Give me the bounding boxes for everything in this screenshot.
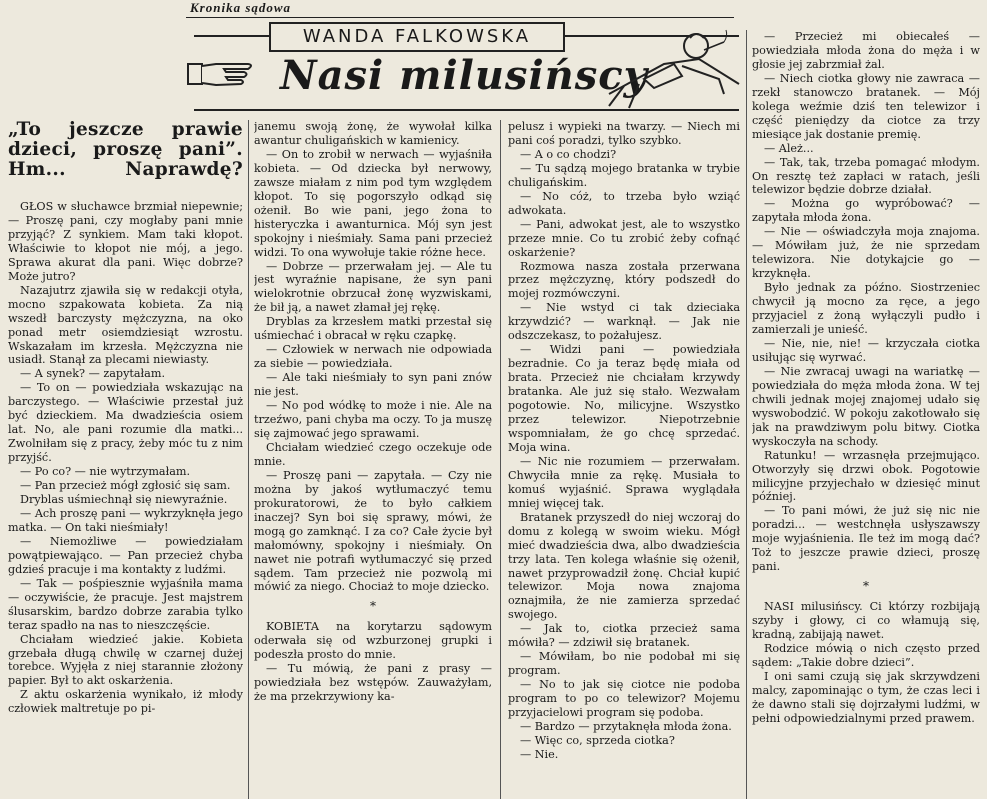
paragraph: — On to zrobił w nerwach — wyjaśniła kobieta. — Od dziecka był nerwowy, zawsze miałam z nim pod tym względem kłopot. To się pogorszyło odkąd się ożenił. Bo wie pani, jego żona to histeryczka i awanturnica. Mój syn jest spokojny i nieśmiały. Sama pani przecież widzi. To ona wywołuje takie różne hece.: [254, 147, 492, 259]
paragraph: — Nic nie rozumiem — przerwałam. Chwyciła mnie za rękę. Musiała to komuś wyjaśnić. Sprawa wyglądała mniej więcej tak.: [508, 454, 740, 510]
paragraph: Chciałam wiedzieć czego oczekuje ode mnie.: [254, 440, 492, 468]
paragraph: Było jednak za późno. Siostrzeniec chwycił ją mocno za ręce, a jego przyjaciel z żoną wyłączyli pudło i zamierzali je unieść.: [752, 281, 980, 337]
paragraph: — No to jak się ciotce nie podoba program to po co telewizor? Mojemu przyjacielowi program się podoba.: [508, 678, 740, 720]
paragraph: Rodzice mówią o nich często przed sądem: „Takie dobre dzieci”.: [752, 641, 980, 669]
paragraph: — To pani mówi, że już się nic nie poradzi... — westchnęła usłyszawszy moje wyjaśnienia. Ile też im mogą dać? Toż to jeszcze prawie dzieci, proszę pani.: [752, 504, 980, 574]
paragraph: Nazajutrz zjawiła się w redakcji otyła, mocno szpakowata kobieta. Za nią wszedł barczysty mężczyzna, na oko ponad metr osiemdziesiąt wzrostu. Wskazałam im krzesła. Mężczyzna nie usiadł. Stanął za plecami niewiasty.: [8, 283, 243, 367]
paragraph: — No pod wódkę to może i nie. Ale na trzeźwo, pani chyba ma oczy. To ja muszę się zajmować jego sprawami.: [254, 399, 492, 440]
paragraph: — Więc co, sprzeda ciotka?: [520, 733, 675, 747]
paragraph: Z aktu oskarżenia wynikało, iż młody człowiek maltretuje po pi-: [8, 688, 243, 716]
paragraph: — Tak, tak, trzeba pomagać młodym. On resztę też zapłaci w ratach, jeśli telewizor będzie dobrze działał.: [752, 155, 980, 197]
paragraph: — Mówiłam, bo nie podobał mi się program.: [508, 650, 740, 678]
paragraph: pelusz i wypieki na twarzy. — Niech mi pani coś poradzi, tylko szybko.: [508, 120, 740, 147]
paragraph: — Dobrze — przerwałam jej. — Ale tu jest wyraźnie napisane, że syn pani wielokrotnie obrzucał żonę wyzwiskami, że bił ją, a nawet złamał jej rękę.: [254, 259, 492, 315]
section-kicker: Kronika sądowa: [190, 0, 292, 15]
paragraph: GŁOS w słuchawce brzmiał niepewnie; — Proszę pani, czy mogłaby pani mnie przyjąć? Z synkiem. Mam taki kłopot. Właściwie to kłopot nie mój, a jego. Sprawa akurat dla pani. Więc dobrze? Może jutro?: [8, 200, 243, 283]
paragraph: — Tu mówią, że pani z prasy — powiedziała bez wstępów. Zauważyłam, że ma przekrzywiony ka-: [254, 662, 492, 704]
paragraph: — Tak — pośpiesznie wyjaśniła mama — oczywiście, że pracuje. Jest majstrem ślusarskim, bardzo dobrze zarabia tylko teraz spadło na nas to nieszczęście.: [8, 576, 243, 632]
column-rule: [746, 30, 747, 799]
paragraph: — Ach proszę pani — wykrzyknęła jego matka. — On taki nieśmiały!: [8, 506, 243, 534]
paragraph: — Ale taki nieśmiały to syn pani znów nie jest.: [254, 371, 492, 399]
column-2: [254, 120, 492, 799]
article-subheading: „To jeszcze prawie dzieci, proszę pani”. Hm... Naprawdę?: [8, 120, 243, 180]
section-divider-star: *: [370, 599, 376, 614]
article-header: [186, 22, 746, 120]
paragraph: — Proszę pani — zapytała. — Czy nie można by jakoś wytłumaczyć temu prokuratorowi, że to było całkiem inaczej? Syn boi się sprawy, mówi, że mogą go zamknąć. I za co? Całe życie był małomówny, spokojny i nieśmiały. On nawet nie potrafi wytłumaczyć się przed sądem. Tam przecież nie pozwolą mi mówić za niego. Chociaż to moje dziecko.: [254, 468, 492, 594]
paragraph: — Pan przecież mógł zgłosić się sam.: [20, 479, 231, 493]
column-4: [752, 30, 980, 799]
paragraph: — Bardzo — przytaknęła młoda żona.: [520, 719, 732, 733]
kicker-rule: [186, 17, 734, 18]
paragraph: — Przecież mi obiecałeś — powiedziała młoda żona do męża i w głosie jej zabrzmiał żal.: [752, 30, 980, 71]
paragraph: Ratunku! — wrzasnęła przejmująco. Otworzyły się drzwi obok. Pogotowie milicyjne przyjechało w dziesięć minut później.: [752, 448, 980, 504]
paragraph: — Niech ciotka głowy nie zawraca — rzekł stanowczo bratanek. — Mój kolega weźmie dziś ten telewizor i część pieniędzy da ciotce za trzy miesiące jak dostanie premię.: [752, 71, 980, 141]
column-3: [508, 120, 740, 799]
paragraph: — Nie.: [520, 747, 559, 761]
paragraph: — Tu sądzą mojego bratanka w trybie chuligańskim.: [508, 161, 740, 189]
paragraph: janemu swoją żonę, że wywołał kilka awantur chuligańskich w kamienicy.: [254, 120, 492, 147]
paragraph: — A o co chodzi?: [520, 147, 617, 161]
column-rule: [500, 120, 501, 799]
lounging-man-illustration: [604, 24, 744, 114]
paragraph: NASI milusińscy. Ci którzy rozbijają szyby i głowy, ci co włamują się, kradną, zabijają nawet.: [752, 600, 980, 642]
paragraph: — Ależ...: [764, 141, 814, 155]
paragraph: Dryblas uśmiechnął się niewyraźnie.: [20, 493, 228, 507]
paragraph: — Pani, adwokat jest, ale to wszystko przeze mnie. Co tu zrobić żeby cofnąć oskarżenie?: [508, 217, 740, 259]
paragraph: — Nie, nie, nie! — krzyczała ciotka usiłując się wyrwać.: [752, 336, 980, 364]
paragraph: Dryblas za krzesłem matki przestał się uśmiechać i obracał w ręku czapkę.: [254, 315, 492, 343]
paragraph: — Człowiek w nerwach nie odpowiada za siebie — powiedziała.: [254, 343, 492, 371]
paragraph: — Nie — oświadczyła moja znajoma. — Mówiłam już, że nie sprzedam telewizora. Nie dotykajcie go — krzyknęła.: [752, 225, 980, 281]
paragraph: — To on — powiedziała wskazując na barczystego. — Właściwie przestał już być dzieckiem. Ma dwadzieścia osiem lat. No, ale pani rozumie dla matki... Zwolniłam się z pracy, żeby móc tu z nim przyjść.: [8, 381, 243, 465]
paragraph: — Można go wypróbować? — zapytała młoda żona.: [752, 197, 980, 225]
paragraph: Rozmowa nasza została przerwana przez mężczyznę, który podszedł do mojej rozmówczyni.: [508, 259, 740, 301]
paragraph: — Nie zwracaj uwagi na wariatkę — powiedziała do męża młoda żona. W tej chwili jednak mojej znajomej udało się wyswobodzić. W pokoju zakotłowało się jak na prawdziwym polu bitwy. Ciotka wyskoczyła na schody.: [752, 364, 980, 448]
paragraph: I oni sami czują się jak skrzywdzeni malcy, zapominając o tym, że czas leci i że dawno stali się dojrzałymi ludźmi, w pełni odpowiedzialnymi przed prawem.: [752, 669, 980, 725]
section-divider-star: *: [863, 579, 869, 594]
paragraph: — Jak to, ciotka przecież sama mówiła? — zdziwił się bratanek.: [508, 622, 740, 650]
pointing-hand-icon: [186, 56, 258, 90]
article-title: Nasi milusińscy: [280, 52, 648, 99]
column-1: [8, 120, 243, 799]
paragraph: — Nie wstyd ci tak dzieciaka krzywdzić? — warknął. — Jak nie odszczekasz, to pożałujesz.: [508, 301, 740, 343]
paragraph: — Niemożliwe — powiedziałam powątpiewająco. — Pan przecież chyba gdzieś pracuje i ma kontakty z ludźmi.: [8, 534, 243, 576]
paragraph: — Po co? — nie wytrzymałam.: [20, 465, 191, 479]
paragraph: — No cóż, to trzeba było wziąć adwokata.: [508, 189, 740, 217]
paragraph: Chciałam wiedzieć jakie. Kobieta grzebała długą chwilę w czarnej dużej torebce. Wyjęła z niej starannie złożony papier. Był to akt oskarżenia.: [8, 632, 243, 688]
author-byline: WANDA FALKOWSKA: [269, 22, 565, 52]
column-rule: [248, 120, 249, 799]
paragraph: — Widzi pani — powiedziała bezradnie. Co ja teraz będę miała od brata. Przecież nie chciałam krzywdy bratanka. Ale już się stało. Wezwałam pogotowie. No, milicyjne. Wszystko przez telewizor. Niepotrzebnie wspomniałam, że go chcę sprzedać. Moja wina.: [508, 343, 740, 454]
paragraph: Bratanek przyszedł do niej wczoraj do domu z kolegą w swoim wieku. Mógł mieć dwadzieścia dwa, albo dwadzieścia trzy lata. Ten kolega właśnie się ożenił, nawet przyprowadził żonę. Chciał kupić telewizor. Moja nowa znajoma oznajmiła, że nie zamierza sprzedać swojego.: [508, 510, 740, 622]
paragraph: — A synek? — zapytałam.: [20, 367, 166, 381]
paragraph: KOBIETA na korytarzu sądowym oderwała się od wzburzonej grupki i podeszła prosto do mnie.: [254, 620, 492, 662]
